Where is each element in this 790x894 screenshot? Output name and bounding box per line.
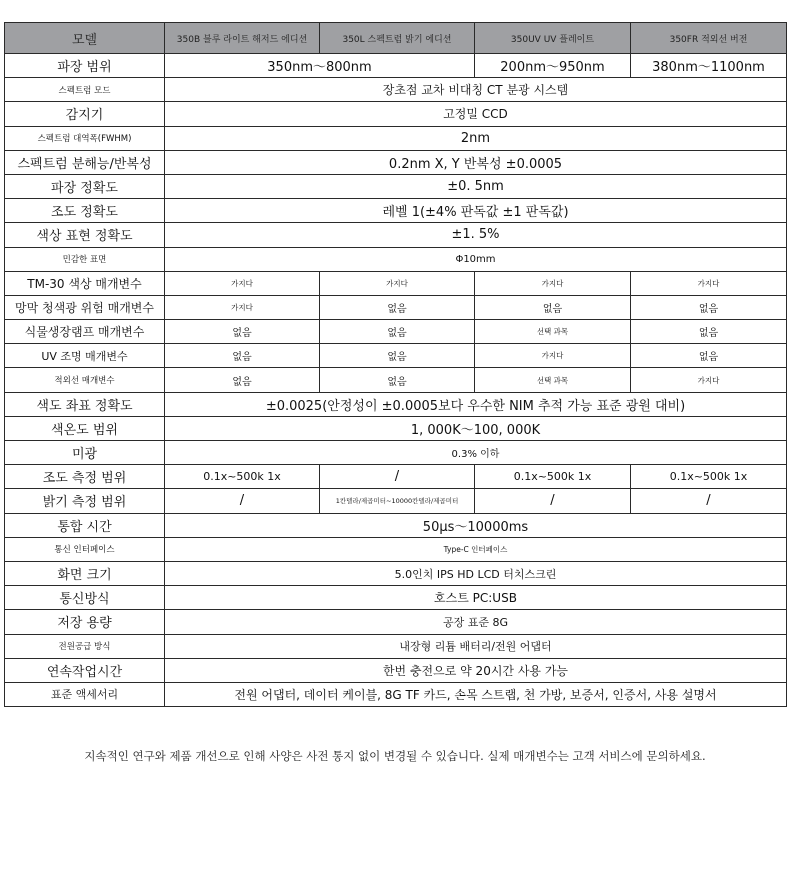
row-label: 감지기 bbox=[5, 102, 165, 126]
table-row bbox=[5, 561, 787, 585]
row-label: 적외선 매개변수 bbox=[5, 368, 165, 392]
table-row bbox=[5, 126, 787, 150]
table-row bbox=[5, 658, 787, 682]
cell-value: 없음 bbox=[165, 368, 320, 392]
table-row bbox=[5, 320, 787, 344]
table-row bbox=[5, 634, 787, 658]
cell-value: 없음 bbox=[320, 295, 475, 319]
table-row bbox=[5, 54, 787, 78]
cell-value: 50μs〜10000ms bbox=[165, 513, 787, 537]
row-label: 망막 청색광 위험 매개변수 bbox=[5, 295, 165, 319]
table-row bbox=[5, 682, 787, 706]
row-label: 스펙트럼 대역폭(FWHM) bbox=[5, 126, 165, 150]
row-label: 밝기 측정 범위 bbox=[5, 489, 165, 513]
table-row bbox=[5, 489, 787, 513]
row-label: 조도 정확도 bbox=[5, 199, 165, 223]
cell-value: 200nm〜950nm bbox=[475, 54, 631, 78]
cell-value: 한번 충전으로 약 20시간 사용 가능 bbox=[165, 658, 787, 682]
spec-table bbox=[4, 22, 787, 707]
table-row bbox=[5, 78, 787, 102]
cell-value: 없음 bbox=[320, 320, 475, 344]
cell-value: 가지다 bbox=[475, 344, 631, 368]
cell-value: 없음 bbox=[631, 320, 787, 344]
row-label: TM-30 색상 매개변수 bbox=[5, 271, 165, 295]
cell-value: 내장형 리튬 배터리/전원 어댑터 bbox=[165, 634, 787, 658]
table-row bbox=[5, 150, 787, 174]
table-row bbox=[5, 247, 787, 271]
cell-value: 전원 어댑터, 데이터 케이블, 8G TF 카드, 손목 스트랩, 천 가방, 보증서, 인증서, 사용 설명서 bbox=[165, 682, 787, 706]
cell-value: 가지다 bbox=[320, 271, 475, 295]
cell-value: 350nm〜800nm bbox=[165, 54, 475, 78]
cell-value: Type-C 인터페이스 bbox=[165, 537, 787, 561]
row-label: 통합 시간 bbox=[5, 513, 165, 537]
table-row bbox=[5, 102, 787, 126]
cell-value: 선택 과목 bbox=[475, 320, 631, 344]
cell-value: 없음 bbox=[631, 344, 787, 368]
cell-value: 가지다 bbox=[475, 271, 631, 295]
row-label: 연속작업시간 bbox=[5, 658, 165, 682]
table-row bbox=[5, 537, 787, 561]
header-model: 모델 bbox=[5, 23, 165, 54]
table-row bbox=[5, 199, 787, 223]
cell-value: / bbox=[475, 489, 631, 513]
row-label: 색상 표현 정확도 bbox=[5, 223, 165, 247]
cell-value: / bbox=[165, 489, 320, 513]
table-row bbox=[5, 223, 787, 247]
header-350l: 350L 스펙트럼 밝기 에디션 bbox=[320, 23, 475, 54]
row-label: 통신방식 bbox=[5, 586, 165, 610]
cell-value: / bbox=[631, 489, 787, 513]
row-label: 파장 정확도 bbox=[5, 174, 165, 198]
table-row bbox=[5, 174, 787, 198]
cell-value: 없음 bbox=[165, 344, 320, 368]
row-label: UV 조명 매개변수 bbox=[5, 344, 165, 368]
cell-value: 없음 bbox=[165, 320, 320, 344]
cell-value: 0.1x~500k 1x bbox=[631, 465, 787, 489]
row-label: 화면 크기 bbox=[5, 561, 165, 585]
header-350uv: 350UV UV 플레이트 bbox=[475, 23, 631, 54]
row-label: 파장 범위 bbox=[5, 54, 165, 78]
table-row bbox=[5, 465, 787, 489]
cell-value: 호스트 PC:USB bbox=[165, 586, 787, 610]
cell-value: 5.0인치 IPS HD LCD 터치스크린 bbox=[165, 561, 787, 585]
cell-value: 0.1x~500k 1x bbox=[165, 465, 320, 489]
cell-value: ±1. 5% bbox=[165, 223, 787, 247]
header-350b: 350B 블루 라이트 해저드 에디션 bbox=[165, 23, 320, 54]
table-row bbox=[5, 344, 787, 368]
row-label: 색도 좌표 정확도 bbox=[5, 392, 165, 416]
row-label: 색온도 범위 bbox=[5, 416, 165, 440]
cell-value: 380nm〜1100nm bbox=[631, 54, 787, 78]
cell-value: 가지다 bbox=[165, 295, 320, 319]
cell-value: 1칸델라/제곱미터~10000칸델라/제곱미터 bbox=[320, 489, 475, 513]
cell-value: 장초점 교차 비대칭 CT 분광 시스템 bbox=[165, 78, 787, 102]
header-350fr: 350FR 적외선 버전 bbox=[631, 23, 787, 54]
cell-value: 없음 bbox=[320, 368, 475, 392]
table-row bbox=[5, 586, 787, 610]
cell-value: 가지다 bbox=[631, 368, 787, 392]
row-label: 미광 bbox=[5, 441, 165, 465]
cell-value: Φ10mm bbox=[165, 247, 787, 271]
row-label: 통신 인터페이스 bbox=[5, 537, 165, 561]
cell-value: 고정밀 CCD bbox=[165, 102, 787, 126]
row-label: 전원공급 방식 bbox=[5, 634, 165, 658]
row-label: 민감한 표면 bbox=[5, 247, 165, 271]
table-row bbox=[5, 513, 787, 537]
cell-value: 없음 bbox=[475, 295, 631, 319]
cell-value: 선택 과목 bbox=[475, 368, 631, 392]
table-row bbox=[5, 368, 787, 392]
cell-value: / bbox=[320, 465, 475, 489]
header-row bbox=[5, 23, 787, 54]
cell-value: 없음 bbox=[631, 295, 787, 319]
row-label: 표준 액세서리 bbox=[5, 682, 165, 706]
table-row bbox=[5, 610, 787, 634]
table-row bbox=[5, 392, 787, 416]
cell-value: 가지다 bbox=[631, 271, 787, 295]
row-label: 조도 측정 범위 bbox=[5, 465, 165, 489]
cell-value: 공장 표준 8G bbox=[165, 610, 787, 634]
table-row bbox=[5, 416, 787, 440]
cell-value: ±0. 5nm bbox=[165, 174, 787, 198]
row-label: 스펙트럼 모드 bbox=[5, 78, 165, 102]
row-label: 저장 용량 bbox=[5, 610, 165, 634]
cell-value: 레벨 1(±4% 판독값 ±1 판독값) bbox=[165, 199, 787, 223]
cell-value: 1, 000K〜100, 000K bbox=[165, 416, 787, 440]
cell-value: 0.3% 이하 bbox=[165, 441, 787, 465]
cell-value: ±0.0025(안정성이 ±0.0005보다 우수한 NIM 추적 가능 표준 광원 대비) bbox=[165, 392, 787, 416]
table-row bbox=[5, 271, 787, 295]
cell-value: 2nm bbox=[165, 126, 787, 150]
cell-value: 없음 bbox=[320, 344, 475, 368]
cell-value: 0.2nm X, Y 반복성 ±0.0005 bbox=[165, 150, 787, 174]
cell-value: 가지다 bbox=[165, 271, 320, 295]
footer-note: 지속적인 연구와 제품 개선으로 인해 사양은 사전 통지 없이 변경될 수 있습니다. 실제 매개변수는 고객 서비스에 문의하세요. bbox=[84, 749, 706, 763]
row-label: 스펙트럼 분해능/반복성 bbox=[5, 150, 165, 174]
cell-value: 0.1x~500k 1x bbox=[475, 465, 631, 489]
row-label: 식물생장램프 매개변수 bbox=[5, 320, 165, 344]
table-row bbox=[5, 295, 787, 319]
table-row bbox=[5, 441, 787, 465]
